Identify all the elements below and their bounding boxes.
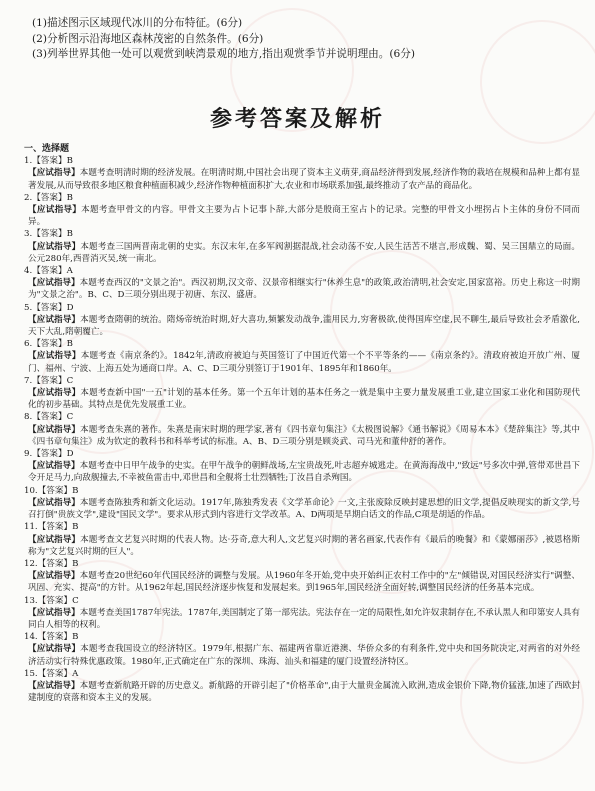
answer-tag: 【答案】	[37, 485, 73, 496]
guide-tag: 【应试指导】	[28, 571, 80, 582]
explanation-text	[28, 314, 580, 338]
answer-tag: 【答案】	[32, 302, 67, 313]
essay-question-2: (2)分析图示沿海地区森林茂密的自然条件。(6分)	[32, 32, 264, 45]
guide-body: 本题考查朱熹的著作。朱熹是南宋时期的理学家,著有《四书章句集注》《太极图说解》《通书解说》《周易本本》《楚辞集注》等,其中《四书章句集注》成为钦定的教科书和科举考试的标准。A、B、D三项分别是顾炎武、司马光和董仲舒的著作。	[28, 424, 580, 447]
answer-list	[24, 143, 580, 704]
answer-item	[24, 265, 580, 302]
guide-tag: 【应试指导】	[28, 680, 80, 691]
answer-value: B	[72, 632, 79, 643]
answer-item	[24, 631, 580, 668]
section-heading: 一、选择题	[24, 144, 70, 154]
answer-value: D	[66, 302, 74, 313]
guide-tag: 【应试指导】	[28, 424, 81, 435]
explanation-text	[28, 497, 580, 521]
explanation-text	[28, 277, 580, 301]
question-number: 10.	[24, 485, 38, 496]
guide-tag: 【应试指导】	[28, 241, 81, 252]
answer-value: C	[72, 595, 79, 606]
answer-item	[24, 668, 580, 705]
answer-value: B	[66, 192, 73, 203]
question-number: 5.	[24, 302, 33, 313]
essay-questions	[32, 16, 572, 63]
answer-item	[24, 192, 580, 229]
answer-line	[24, 265, 580, 277]
explanation-text	[28, 387, 580, 411]
question-number: 12.	[24, 558, 38, 569]
answer-line	[24, 521, 580, 533]
explanation-text	[28, 680, 580, 704]
answer-line	[24, 595, 580, 607]
answer-value: A	[66, 266, 73, 277]
guide-body: 本题考查《南京条约》。1842年,清政府被迫与英国签订了中国近代第一个不平等条约——《南京条约》。清政府被迫开放广州、厦门、福州、宁波、上海五处为通商口岸。A、C、D三项分别签订于1901年、1895年和1860年。	[28, 351, 580, 374]
guide-tag: 【应试指导】	[28, 644, 81, 655]
answer-value: B	[72, 558, 79, 569]
answer-value: B	[66, 339, 73, 350]
guide-body: 本题考查新中国"一五"计划的基本任务。第一个五年计划的基本任务之一就是集中主要力量发展重工业,建立国家工业化和国防现代化的初步基础。其特点是优先发展重工业。	[28, 388, 580, 411]
answer-value: C	[66, 375, 74, 386]
answer-tag: 【答案】	[32, 412, 67, 423]
answer-line	[24, 155, 580, 167]
answer-item	[24, 595, 580, 632]
explanation-text	[28, 607, 580, 631]
guide-body: 本题考查我国设立的经济特区。1979年,根据广东、福建两省靠近港澳、华侨众多的有利条件,党中央和国务院决定,对两省的对外经济活动实行特殊优惠政策。1980年,正式确定在广东的深圳、珠海、汕头和福建的厦门设置经济特区。	[28, 644, 580, 667]
explanation-text	[28, 241, 580, 265]
answer-item	[24, 521, 580, 558]
answer-line	[24, 338, 580, 350]
guide-tag: 【应试指导】	[28, 461, 80, 472]
answer-item	[24, 155, 580, 192]
page-title: 参考答案及解析	[209, 107, 385, 132]
answer-item	[24, 302, 580, 339]
guide-tag: 【应试指导】	[28, 278, 80, 289]
answer-item	[24, 485, 580, 522]
answer-value: A	[72, 668, 79, 679]
question-number: 2.	[24, 192, 33, 203]
answer-tag: 【答案】	[37, 595, 73, 606]
answer-value: B	[72, 485, 79, 496]
answer-item	[24, 338, 580, 375]
answer-line	[24, 375, 580, 387]
answer-tag: 【答案】	[32, 192, 67, 203]
answer-tag: 【答案】	[32, 339, 67, 350]
guide-body: 本题考查明清时期的经济发展。在明清时期,中国社会出现了资本主义萌芽,商品经济得到发展,经济作物的栽培在规模和品种上都有显著发展,从而导致很多地区粮食种植面积减少,经济作物种植面积扩大,农业和市场联系加强,最终推动了农产品的商品化。	[28, 168, 580, 191]
answer-tag: 【答案】	[37, 632, 73, 643]
answer-line	[24, 411, 580, 423]
answer-line	[24, 668, 580, 680]
guide-body: 本题考查隋朝的统治。隋炀帝统治时期,好大喜功,频繁发动战争,滥用民力,穷奢极欲,使得国库空虚,民不聊生,最后导致社会矛盾激化,天下大乱,隋朝覆亡。	[28, 314, 580, 338]
explanation-text	[28, 534, 580, 558]
guide-tag: 【应试指导】	[28, 351, 81, 362]
answer-tag: 【答案】	[32, 229, 67, 240]
question-number: 1.	[24, 156, 33, 167]
answer-line	[24, 228, 580, 240]
answer-item	[24, 558, 580, 595]
answer-line	[24, 631, 580, 643]
answer-tag: 【答案】	[32, 266, 67, 277]
essay-question-3: (3)列举世界其他一处可以观赏到峡湾景观的地方,指出观赏季节并说明理由。(6分)	[32, 48, 415, 60]
answer-value: C	[66, 412, 74, 423]
explanation-text	[28, 460, 580, 484]
explanation-text	[28, 424, 580, 448]
guide-tag: 【应试指导】	[28, 497, 80, 508]
guide-body: 本题考查甲骨文的内容。甲骨文主要为占卜记事卜辞,大部分是殷商王室占卜的记录。完整的甲骨文小埋拐占卜主体的身份不同而异。	[28, 205, 580, 228]
answer-item	[24, 448, 580, 485]
answer-value: B	[66, 156, 73, 167]
answer-tag: 【答案】	[32, 156, 67, 167]
question-number: 11.	[24, 522, 38, 533]
answer-tag: 【答案】	[37, 522, 73, 533]
guide-body: 本题考查陈独秀和新文化运动。1917年,陈独秀发表《文学革命论》一文,主张废除反映封建思想的旧文学,提倡反映现实的新文学,号召打倒"贵族文学",建设"国民文学"。要求从形式到内容进行文学改革。A、D两项是早期白话文的作品,C项是胡适的作品。	[28, 497, 580, 521]
guide-body: 本题考查三国两晋南北朝的史实。东汉末年,在多军阀割据混战,社会动荡不安,人民生活苦不堪言,形成魏、蜀、吴三国鼎立的局面。公元280年,西晋消灭吴,统一南北。	[28, 241, 580, 264]
answer-line	[24, 485, 580, 497]
question-number: 3.	[24, 229, 33, 240]
answer-value: D	[66, 449, 74, 460]
question-number: 8.	[24, 412, 33, 423]
guide-tag: 【应试指导】	[28, 388, 81, 399]
question-number: 14.	[24, 632, 38, 643]
question-number: 13.	[24, 595, 38, 606]
explanation-text	[28, 570, 580, 594]
guide-body: 本题考查文艺复兴时期的代表人物。达·芬奇,意大利人,文艺复兴时期的著名画家,代表作有《最后的晚餐》和《蒙娜丽莎》,被恩格斯称为"文艺复兴时期的巨人"。	[28, 534, 580, 557]
question-number: 4.	[24, 266, 33, 277]
answer-line	[24, 192, 580, 204]
answer-tag: 【答案】	[32, 375, 67, 386]
question-number: 6.	[24, 339, 33, 350]
question-number: 9.	[24, 449, 33, 460]
question-number: 7.	[24, 375, 33, 386]
question-number: 15.	[24, 668, 38, 679]
guide-body: 本题考查新航路开辟的历史意义。新航路的开辟引起了"价格革命",由于大量贵金属流入欧洲,造成金银价下降,物价猛涨,加速了西欧封建制度的衰落和资本主义的发展。	[28, 680, 580, 704]
guide-body: 本题考查西汉的"文景之治"。西汉初期,汉文帝、汉景帝相继实行"休养生息"的政策,政治清明,社会安定,国家富裕。历史上称这一时期为"文景之治"。B、C、D三项分别出现于初唐、东汉、盛唐。	[28, 278, 580, 301]
answer-line	[24, 302, 580, 314]
guide-tag: 【应试指导】	[28, 205, 82, 216]
answer-line	[24, 558, 580, 570]
answer-value: B	[72, 522, 79, 533]
explanation-text	[28, 350, 580, 374]
answer-tag: 【答案】	[37, 558, 73, 569]
explanation-text	[28, 204, 580, 228]
guide-body: 本题考查美国1787年宪法。1787年,美国制定了第一部宪法。宪法存在一定的局限性,如允许奴隶制存在,不承认黑人和印第安人具有同白人相等的权利。	[28, 607, 580, 630]
answer-tag: 【答案】	[37, 668, 73, 679]
answer-line	[24, 448, 580, 460]
answer-item	[24, 375, 580, 412]
guide-tag: 【应试指导】	[28, 168, 80, 179]
answer-value: B	[66, 229, 73, 240]
explanation-text	[28, 167, 580, 191]
guide-body: 本题考查20世纪60年代国民经济的调整与发展。从1960年冬开始,党中央开始纠正农村工作中的"左"倾错误,对国民经济实行"调整、巩固、充实、提高"的方针。从1962年起,国民经济逐步恢复和发展起来。到1965年,国民经济全面好转,调整国民经济的任务基本完成。	[28, 571, 580, 594]
explanation-text	[28, 643, 580, 667]
guide-tag: 【应试指导】	[28, 314, 81, 325]
answer-item	[24, 228, 580, 265]
guide-tag: 【应试指导】	[28, 607, 80, 618]
essay-question-1: (1)描述图示区域现代冰川的分布特征。(6分)	[32, 17, 243, 29]
guide-body: 本题考查中日甲午战争的史实。在甲午战争的朝鲜战场,左宝贵战死,叶志超弃城逃走。在黄海海战中,"致远"号多次中弹,管带邓世昌下令开足马力,向敌舰撞去,不幸被鱼雷击中,邓世昌和全舰将士壮烈牺牲;丁汝昌自杀殉国。	[28, 461, 580, 484]
answer-tag: 【答案】	[32, 449, 67, 460]
guide-tag: 【应试指导】	[28, 534, 81, 545]
answer-item	[24, 411, 580, 448]
